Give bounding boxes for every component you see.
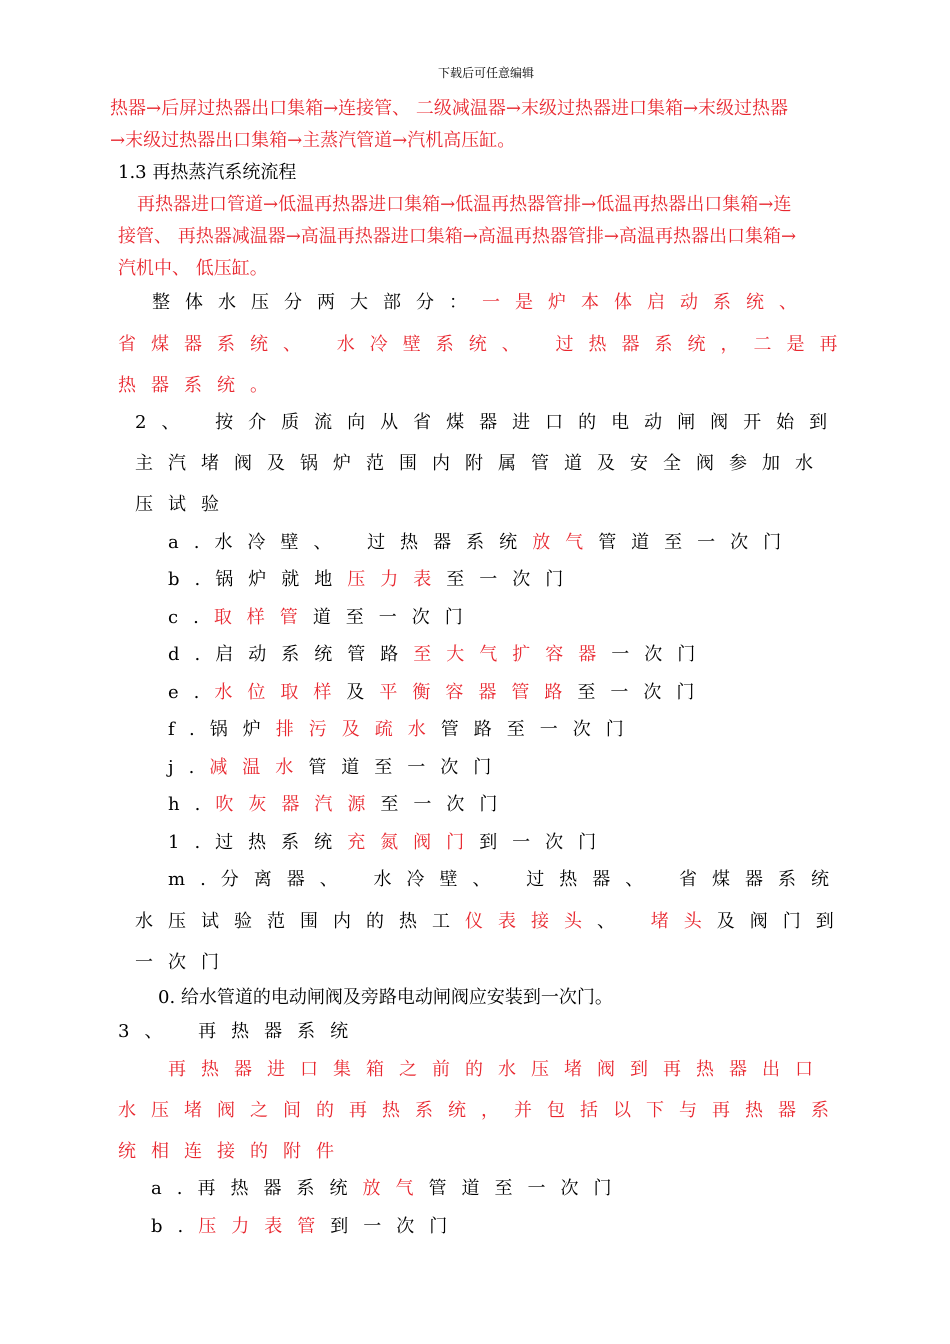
text-segment: 及 bbox=[346, 682, 380, 703]
section-heading bbox=[135, 412, 842, 434]
list-item bbox=[168, 794, 512, 816]
text-segment: 至一次门 bbox=[446, 569, 579, 590]
highlight-text: 水位取样 bbox=[214, 682, 347, 703]
highlight-text: 热器系统。 bbox=[118, 375, 283, 396]
text-segment: 1.3 再热蒸汽系统流程 bbox=[118, 162, 297, 183]
list-item bbox=[151, 1178, 626, 1200]
highlight-text: 热器→后屏过热器出口集箱→连接管、 二级减温器→末级过热器进口集箱→末级过热器 bbox=[110, 98, 789, 119]
text-line bbox=[118, 1100, 844, 1122]
text-line bbox=[118, 258, 268, 280]
text-line bbox=[118, 1141, 349, 1163]
text-segment: 主汽堵阀及锅炉范围内附属管道及安全阀参加水 bbox=[135, 453, 828, 474]
text-segment: e. bbox=[168, 682, 215, 703]
text-line bbox=[135, 952, 234, 974]
highlight-text: 至大气扩容器 bbox=[413, 644, 612, 665]
text-segment: 管道至一次门 bbox=[428, 1178, 627, 1199]
highlight-text: 堵头 bbox=[650, 911, 717, 932]
text-segment: a.水冷壁、 过热器系统 bbox=[168, 532, 533, 553]
highlight-text: 压力表管 bbox=[198, 1216, 331, 1237]
text-line bbox=[152, 292, 812, 314]
text-segment: 、 bbox=[597, 911, 651, 932]
list-item bbox=[168, 569, 578, 591]
highlight-text: 放气 bbox=[532, 532, 599, 553]
text-segment: 整体水压分两大部分： bbox=[152, 292, 482, 313]
highlight-text: 再热器进口管道→低温再热器进口集箱→低温再热器管排→低温再热器出口集箱→连 bbox=[137, 194, 792, 215]
text-segment: a.再热器系统 bbox=[151, 1178, 363, 1199]
text-segment: 1.过热系统 bbox=[168, 832, 348, 853]
text-segment: 至一次门 bbox=[380, 794, 513, 815]
text-line bbox=[135, 911, 849, 933]
text-line bbox=[158, 987, 613, 1009]
list-item bbox=[168, 757, 506, 779]
highlight-text: 水压堵阀之间的再热系统，并包括以下与再热器系 bbox=[118, 1100, 844, 1121]
text-segment: 2、 按介质流向从省煤器进口的电动闸阀开始到 bbox=[135, 412, 843, 433]
highlight-text: 平衡容器管路 bbox=[379, 682, 578, 703]
highlight-text: 省煤器系统、 水冷壁系统、 过热器系统，二是再 bbox=[118, 334, 853, 355]
text-line bbox=[168, 1059, 828, 1081]
text-segment: b.锅炉就地 bbox=[168, 569, 348, 590]
text-segment: 压试验 bbox=[135, 494, 234, 515]
list-item bbox=[151, 1216, 462, 1238]
text-line bbox=[118, 375, 283, 397]
highlight-text: 排污及疏水 bbox=[275, 719, 441, 740]
page-header: 下载后可任意编辑 bbox=[438, 66, 535, 80]
text-line bbox=[135, 453, 828, 475]
highlight-text: 压力表 bbox=[347, 569, 447, 590]
text-segment: 一次门 bbox=[135, 952, 234, 973]
highlight-text: 统相连接的附件 bbox=[118, 1141, 349, 1162]
list-item bbox=[168, 719, 639, 741]
text-segment: 一次门 bbox=[611, 644, 711, 665]
text-segment: 至一次门 bbox=[577, 682, 710, 703]
highlight-text: 仪表接头 bbox=[465, 911, 597, 932]
highlight-text: 再热器进口集箱之前的水压堵阀到再热器出口 bbox=[168, 1059, 828, 1080]
list-item bbox=[168, 607, 478, 629]
text-segment: 到一次门 bbox=[479, 832, 612, 853]
text-segment: m.分离器、 水冷壁、 过热器、 省煤器系统 bbox=[168, 869, 844, 890]
text-line bbox=[135, 494, 234, 516]
highlight-text: →末级过热器出口集箱→主蒸汽管道→汽机高压缸。 bbox=[110, 130, 516, 151]
list-item bbox=[168, 869, 844, 891]
text-segment: f.锅炉 bbox=[168, 719, 276, 740]
text-segment: 3、 再热器系统 bbox=[118, 1021, 364, 1042]
text-line bbox=[110, 98, 788, 120]
list-item bbox=[168, 682, 709, 704]
text-segment: 水压试验范围内的热工 bbox=[135, 911, 465, 932]
highlight-text: 接管、 再热器减温器→高温再热器进口集箱→高温再热器管排→高温再热器出口集箱→ bbox=[118, 226, 797, 247]
section-heading bbox=[118, 1021, 363, 1043]
highlight-text: 取样管 bbox=[213, 607, 313, 628]
highlight-text: 吹灰器汽源 bbox=[215, 794, 381, 815]
text-segment: 管道至一次门 bbox=[308, 757, 507, 778]
list-item bbox=[168, 532, 796, 554]
text-line bbox=[137, 194, 791, 216]
text-segment: 道至一次门 bbox=[312, 607, 478, 628]
section-heading bbox=[118, 162, 296, 184]
highlight-text: 充氮阀门 bbox=[347, 832, 480, 853]
text-line bbox=[118, 334, 852, 356]
text-segment: 及阀门到 bbox=[716, 911, 849, 932]
list-item bbox=[168, 644, 710, 666]
text-segment: c. bbox=[168, 607, 214, 628]
text-segment: 管道至一次门 bbox=[598, 532, 797, 553]
list-item bbox=[168, 832, 611, 854]
text-segment: b. bbox=[151, 1216, 199, 1237]
text-segment: h. bbox=[168, 794, 216, 815]
highlight-text: 汽机中、 低压缸。 bbox=[118, 258, 268, 279]
text-line bbox=[110, 130, 515, 152]
text-line bbox=[118, 226, 796, 248]
highlight-text: 放气 bbox=[362, 1178, 429, 1199]
highlight-text: 一是炉本体启动系统、 bbox=[482, 292, 812, 313]
text-segment: d.启动系统管路 bbox=[168, 644, 414, 665]
text-segment: 到一次门 bbox=[330, 1216, 463, 1237]
text-segment: j. bbox=[168, 757, 210, 778]
text-segment: 0. 给水管道的电动闸阀及旁路电动闸阀应安装到一次门。 bbox=[158, 987, 613, 1008]
text-segment: 管路至一次门 bbox=[440, 719, 639, 740]
highlight-text: 减温水 bbox=[209, 757, 309, 778]
